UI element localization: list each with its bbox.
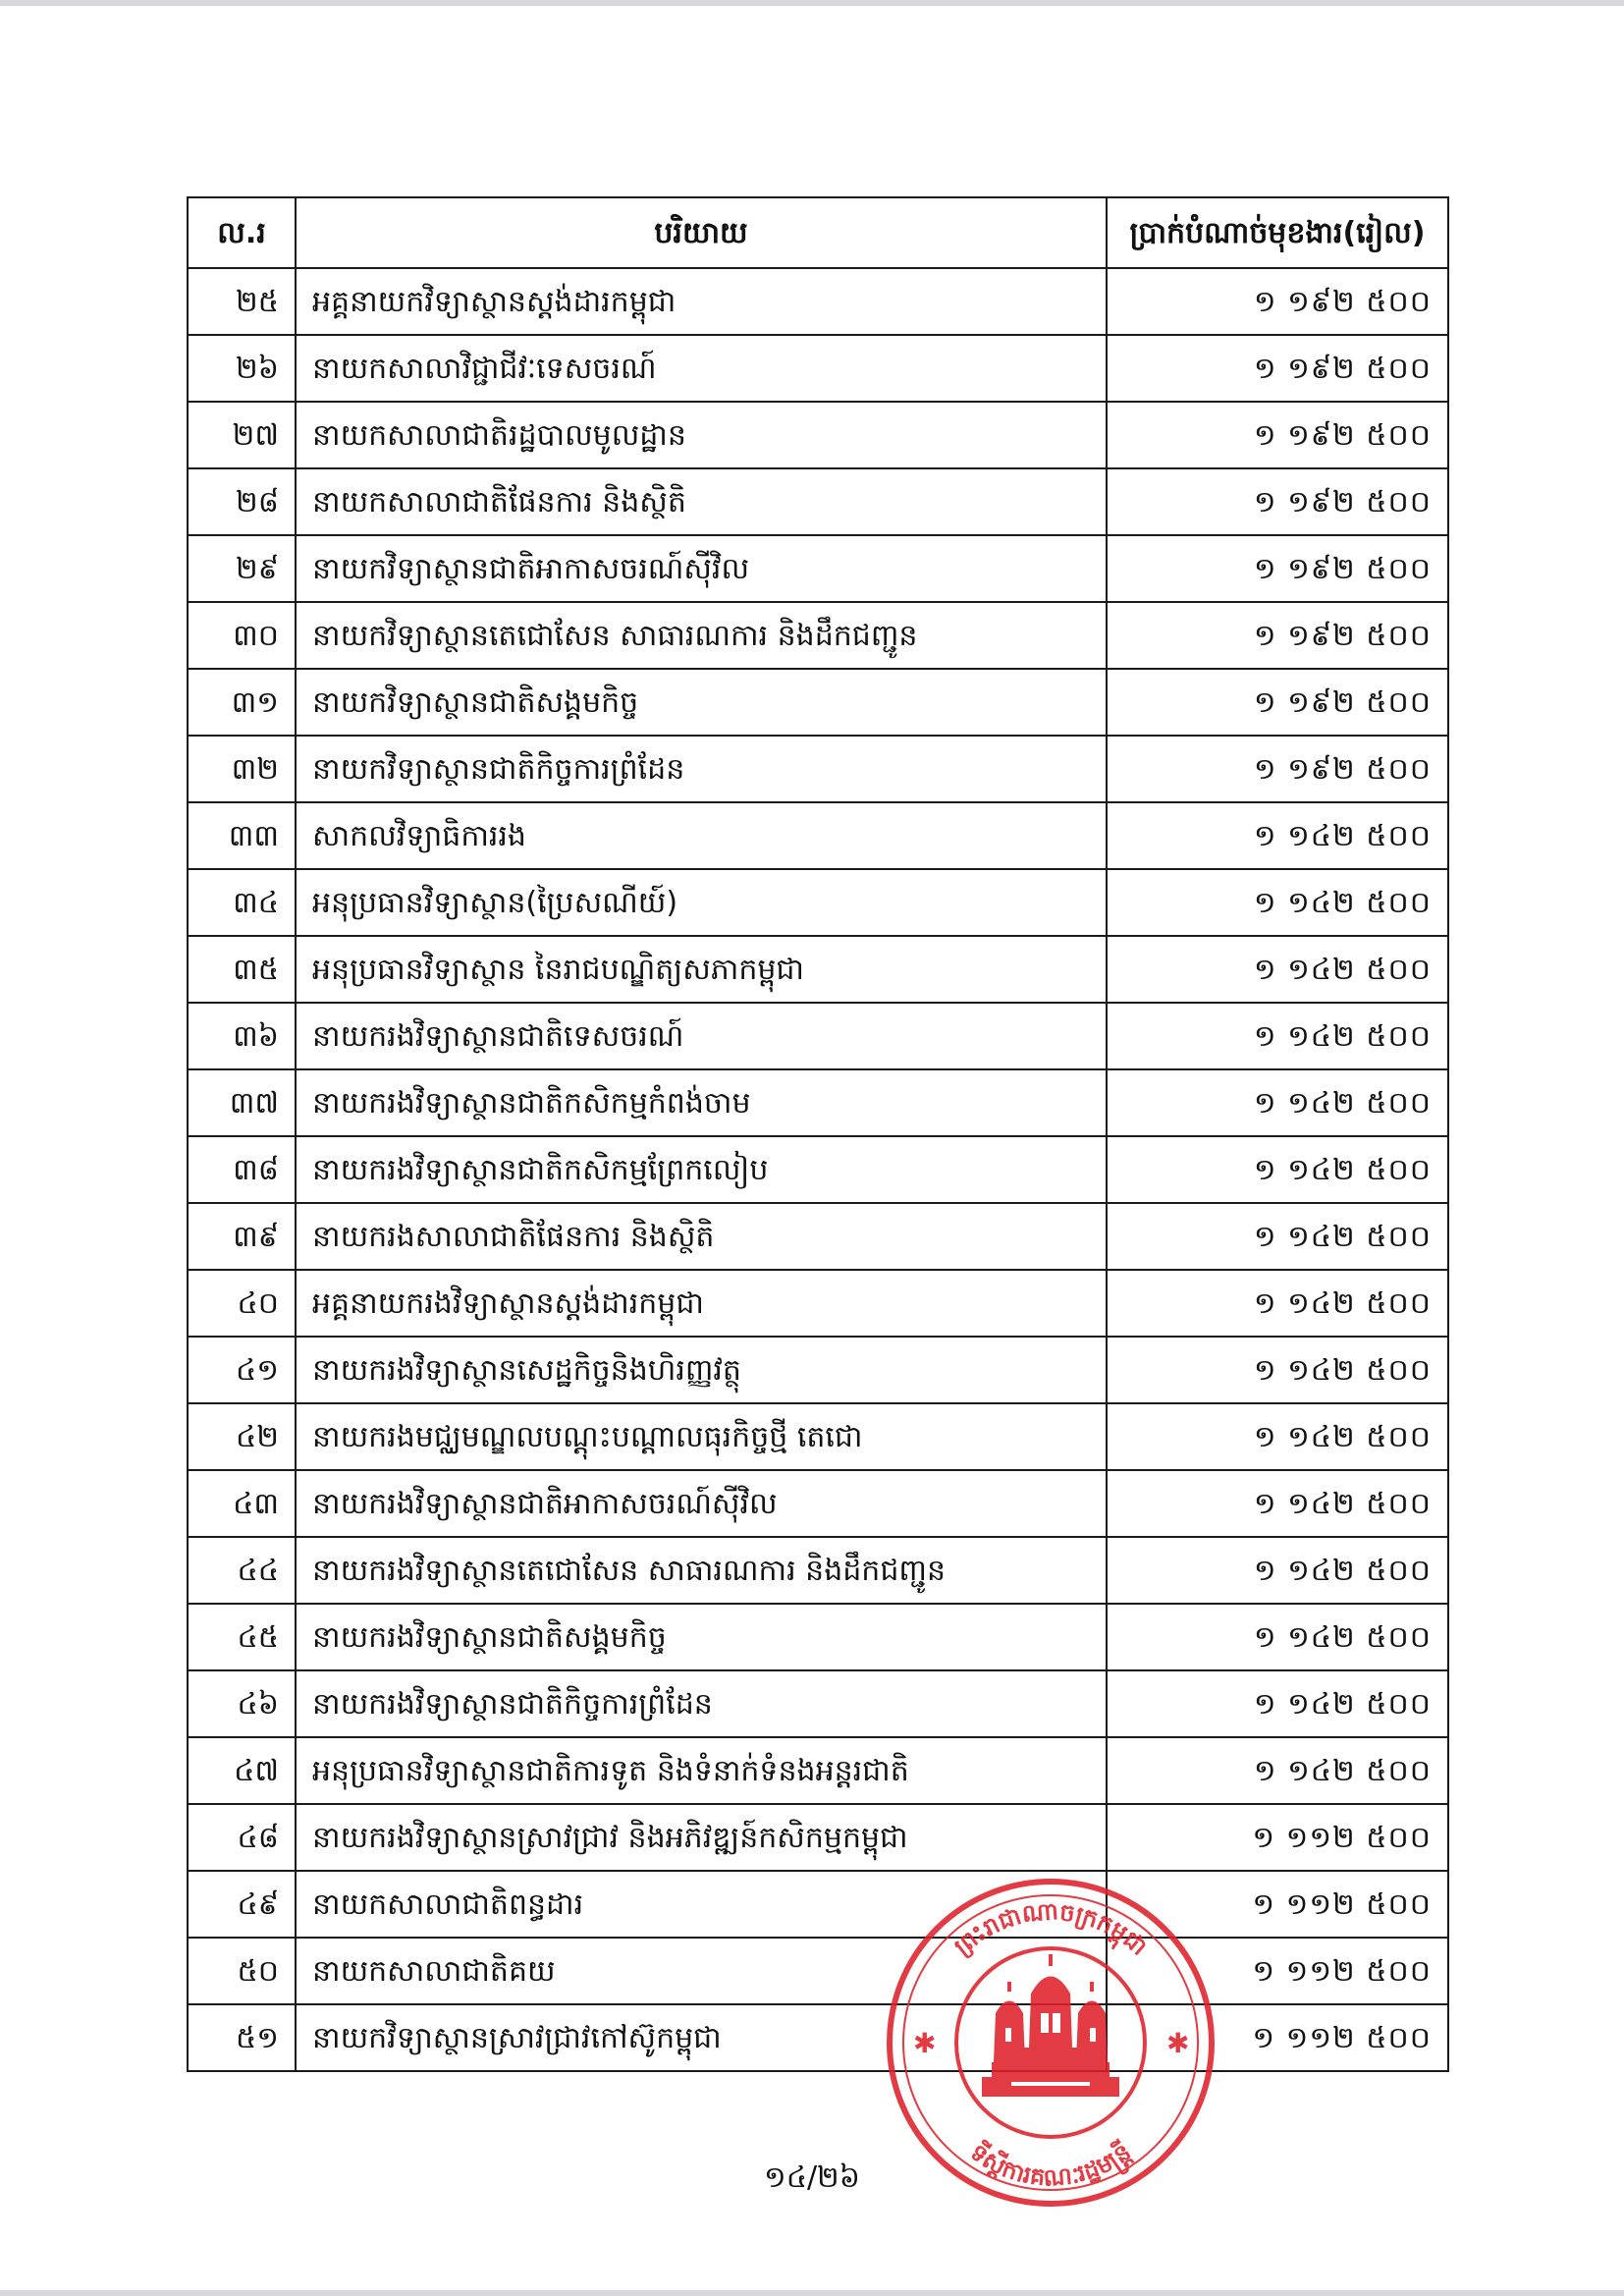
cell-no: ៣៤ [188,869,296,936]
table-row [188,802,1448,869]
table-row [188,535,1448,602]
cell-amount: ១ ១១២ ៥០០ [1107,1804,1448,1871]
cell-description: នាយកវិទ្យាស្ថានតេជោសែន សាធារណការ និងដឹកជញ្ជូន [296,602,1107,669]
seal-text-bottom: ទីស្តីការគណៈរដ្ឋមន្ត្រី [964,2138,1137,2193]
cell-amount: ១ ១៩២ ៥០០ [1107,602,1448,669]
table-body [188,268,1448,2071]
cell-no: ៣៣ [188,802,296,869]
seal-star-right-icon: ✱ [1166,2027,1190,2059]
cell-no: ២៥ [188,268,296,335]
table-row [188,1337,1448,1403]
cell-no: ៤១ [188,1337,296,1403]
table-row [188,1537,1448,1604]
table-row [188,468,1448,535]
cell-description: នាយករងវិទ្យាស្ថានស្រាវជ្រាវ និងអភិវឌ្ឍន៍កសិកម្មកម្ពុជា [296,1804,1107,1871]
cell-no: ៥០ [188,1938,296,2004]
table-row [188,1604,1448,1670]
header-amount: ប្រាក់បំណាច់មុខងារ(រៀល) [1107,197,1448,268]
cell-no: ៣៨ [188,1136,296,1203]
cell-amount: ១ ១៤២ ៥០០ [1107,1136,1448,1203]
cell-no: ៤៦ [188,1670,296,1737]
cell-amount: ១ ១៩២ ៥០០ [1107,268,1448,335]
table-row [188,1871,1448,1938]
cell-description: នាយករងវិទ្យាស្ថានតេជោសែន សាធារណការ និងដឹកជញ្ជូន [296,1537,1107,1604]
cell-amount: ១ ១៩២ ៥០០ [1107,468,1448,535]
cell-amount: ១ ១៩២ ៥០០ [1107,669,1448,736]
cell-description: នាយកសាលាវិជ្ជាជីវៈទេសចរណ៍ [296,335,1107,402]
cell-description: អគ្គនាយករងវិទ្យាស្ថានស្តង់ដារកម្ពុជា [296,1270,1107,1337]
table-row [188,1136,1448,1203]
cell-no: ២៦ [188,335,296,402]
table-row [188,1069,1448,1136]
cell-no: ៣២ [188,736,296,802]
cell-description: នាយកសាលាជាតិរដ្ឋបាលមូលដ្ឋាន [296,402,1107,468]
table-row [188,869,1448,936]
seal-star-left-icon: ✱ [913,2027,937,2059]
cell-amount: ១ ១៤២ ៥០០ [1107,1737,1448,1804]
cell-amount: ១ ១៤២ ៥០០ [1107,1069,1448,1136]
cell-no: ៣០ [188,602,296,669]
page-number: ១៤/២៦ [764,2160,860,2195]
cell-description: នាយកវិទ្យាស្ថានស្រាវជ្រាវកៅស៊ូកម្ពុជា [296,2004,1107,2071]
cell-no: ៤៥ [188,1604,296,1670]
table-row [188,268,1448,335]
table-row [188,1003,1448,1069]
cell-amount: ១ ១៤២ ៥០០ [1107,1003,1448,1069]
cell-description: នាយករងមជ្ឈមណ្ឌលបណ្តុះបណ្តាលធុរកិច្ចថ្មី តេជោ [296,1403,1107,1470]
cell-no: ៣៧ [188,1069,296,1136]
allowance-table [187,196,1449,2072]
angkor-temple-icon [982,1954,1119,2097]
table-row [188,602,1448,669]
cell-amount: ១ ១៤២ ៥០០ [1107,1337,1448,1403]
cell-amount: ១ ១៤២ ៥០០ [1107,869,1448,936]
cell-description: នាយករងវិទ្យាស្ថានជាតិទេសចរណ៍ [296,1003,1107,1069]
cell-no: ៤៣ [188,1470,296,1537]
table-row [188,1470,1448,1537]
cell-amount: ១ ១១២ ៥០០ [1107,1871,1448,1938]
table-row [188,402,1448,468]
page-edge-top [0,0,1624,6]
cell-amount: ១ ១៤២ ៥០០ [1107,1470,1448,1537]
cell-description: នាយកវិទ្យាស្ថានជាតិកិច្ចការព្រំដែន [296,736,1107,802]
cell-amount: ១ ១១២ ៥០០ [1107,2004,1448,2071]
header-description: បរិយាយ [296,197,1107,268]
cell-no: ៤៧ [188,1737,296,1804]
cell-amount: ១ ១៤២ ៥០០ [1107,1203,1448,1270]
cell-amount: ១ ១៩២ ៥០០ [1107,535,1448,602]
cell-no: ៤៤ [188,1537,296,1604]
cell-amount: ១ ១៩២ ៥០០ [1107,335,1448,402]
table-row [188,736,1448,802]
cell-description: អគ្គនាយកវិទ្យាស្ថានស្តង់ដារកម្ពុជា [296,268,1107,335]
cell-description: នាយកវិទ្យាស្ថានជាតិសង្គមកិច្ច [296,669,1107,736]
table-row [188,1938,1448,2004]
cell-no: ៣៩ [188,1203,296,1270]
table-row [188,335,1448,402]
cell-amount: ១ ១៤២ ៥០០ [1107,1537,1448,1604]
cell-description: នាយកសាលាជាតិផែនការ និងស្ថិតិ [296,468,1107,535]
header-no: ល.រ [188,197,296,268]
cell-no: ២៩ [188,535,296,602]
page-edge-bottom [0,2290,1624,2296]
cell-description: អនុប្រធានវិទ្យាស្ថានជាតិការទូត និងទំនាក់ទំនងអន្តរជាតិ [296,1737,1107,1804]
cell-no: ៤០ [188,1270,296,1337]
cell-description: នាយកវិទ្យាស្ថានជាតិអាកាសចរណ៍ស៊ីវិល [296,535,1107,602]
cell-description: នាយករងវិទ្យាស្ថានសេដ្ឋកិច្ចនិងហិរញ្ញវត្ថុ [296,1337,1107,1403]
cell-amount: ១ ១៤២ ៥០០ [1107,936,1448,1003]
seal-text-top: ព្រះរាជាណាចក្រកម្ពុជា [948,1896,1153,1961]
cell-no: ៤២ [188,1403,296,1470]
cell-description: នាយករងវិទ្យាស្ថានជាតិកិច្ចការព្រំដែន [296,1670,1107,1737]
cell-no: ៤៩ [188,1871,296,1938]
cell-no: ៣៥ [188,936,296,1003]
cell-description: នាយកសាលាជាតិពន្ធដារ [296,1871,1107,1938]
table-row [188,1804,1448,1871]
cell-no: ៣៦ [188,1003,296,1069]
cell-amount: ១ ១៤២ ៥០០ [1107,1403,1448,1470]
cell-no: ៤៨ [188,1804,296,1871]
cell-description: អនុប្រធានវិទ្យាស្ថាន នៃរាជបណ្ឌិត្យសភាកម្ពុជា [296,936,1107,1003]
cell-description: នាយករងវិទ្យាស្ថានជាតិកសិកម្មកំពង់ចាម [296,1069,1107,1136]
table-row [188,669,1448,736]
table-row [188,1203,1448,1270]
cell-no: ៣១ [188,669,296,736]
cell-description: នាយករងសាលាជាតិផែនការ និងស្ថិតិ [296,1203,1107,1270]
cell-no: ៥១ [188,2004,296,2071]
cell-amount: ១ ១៤២ ៥០០ [1107,1670,1448,1737]
cell-description: នាយករងវិទ្យាស្ថានជាតិអាកាសចរណ៍ស៊ីវិល [296,1470,1107,1537]
cell-amount: ១ ១៩២ ៥០០ [1107,402,1448,468]
cell-amount: ១ ១៩២ ៥០០ [1107,736,1448,802]
table-row [188,2004,1448,2071]
cell-description: នាយករងវិទ្យាស្ថានជាតិកសិកម្មព្រែកលៀប [296,1136,1107,1203]
table-row [188,1270,1448,1337]
table-header-row [188,197,1448,268]
table-row [188,936,1448,1003]
cell-no: ២៧ [188,402,296,468]
table-row [188,1670,1448,1737]
table-row [188,1737,1448,1804]
cell-amount: ១ ១៤២ ៥០០ [1107,802,1448,869]
cell-no: ២៨ [188,468,296,535]
cell-amount: ១ ១១២ ៥០០ [1107,1938,1448,2004]
cell-amount: ១ ១៤២ ៥០០ [1107,1270,1448,1337]
cell-description: អនុប្រធានវិទ្យាស្ថាន(ប្រៃសណីយ៍) [296,869,1107,936]
cell-description: នាយកសាលាជាតិគយ [296,1938,1107,2004]
cell-description: នាយករងវិទ្យាស្ថានជាតិសង្គមកិច្ច [296,1604,1107,1670]
cell-amount: ១ ១៤២ ៥០០ [1107,1604,1448,1670]
table-row [188,1403,1448,1470]
cell-description: សាកលវិទ្យាធិការរង [296,802,1107,869]
